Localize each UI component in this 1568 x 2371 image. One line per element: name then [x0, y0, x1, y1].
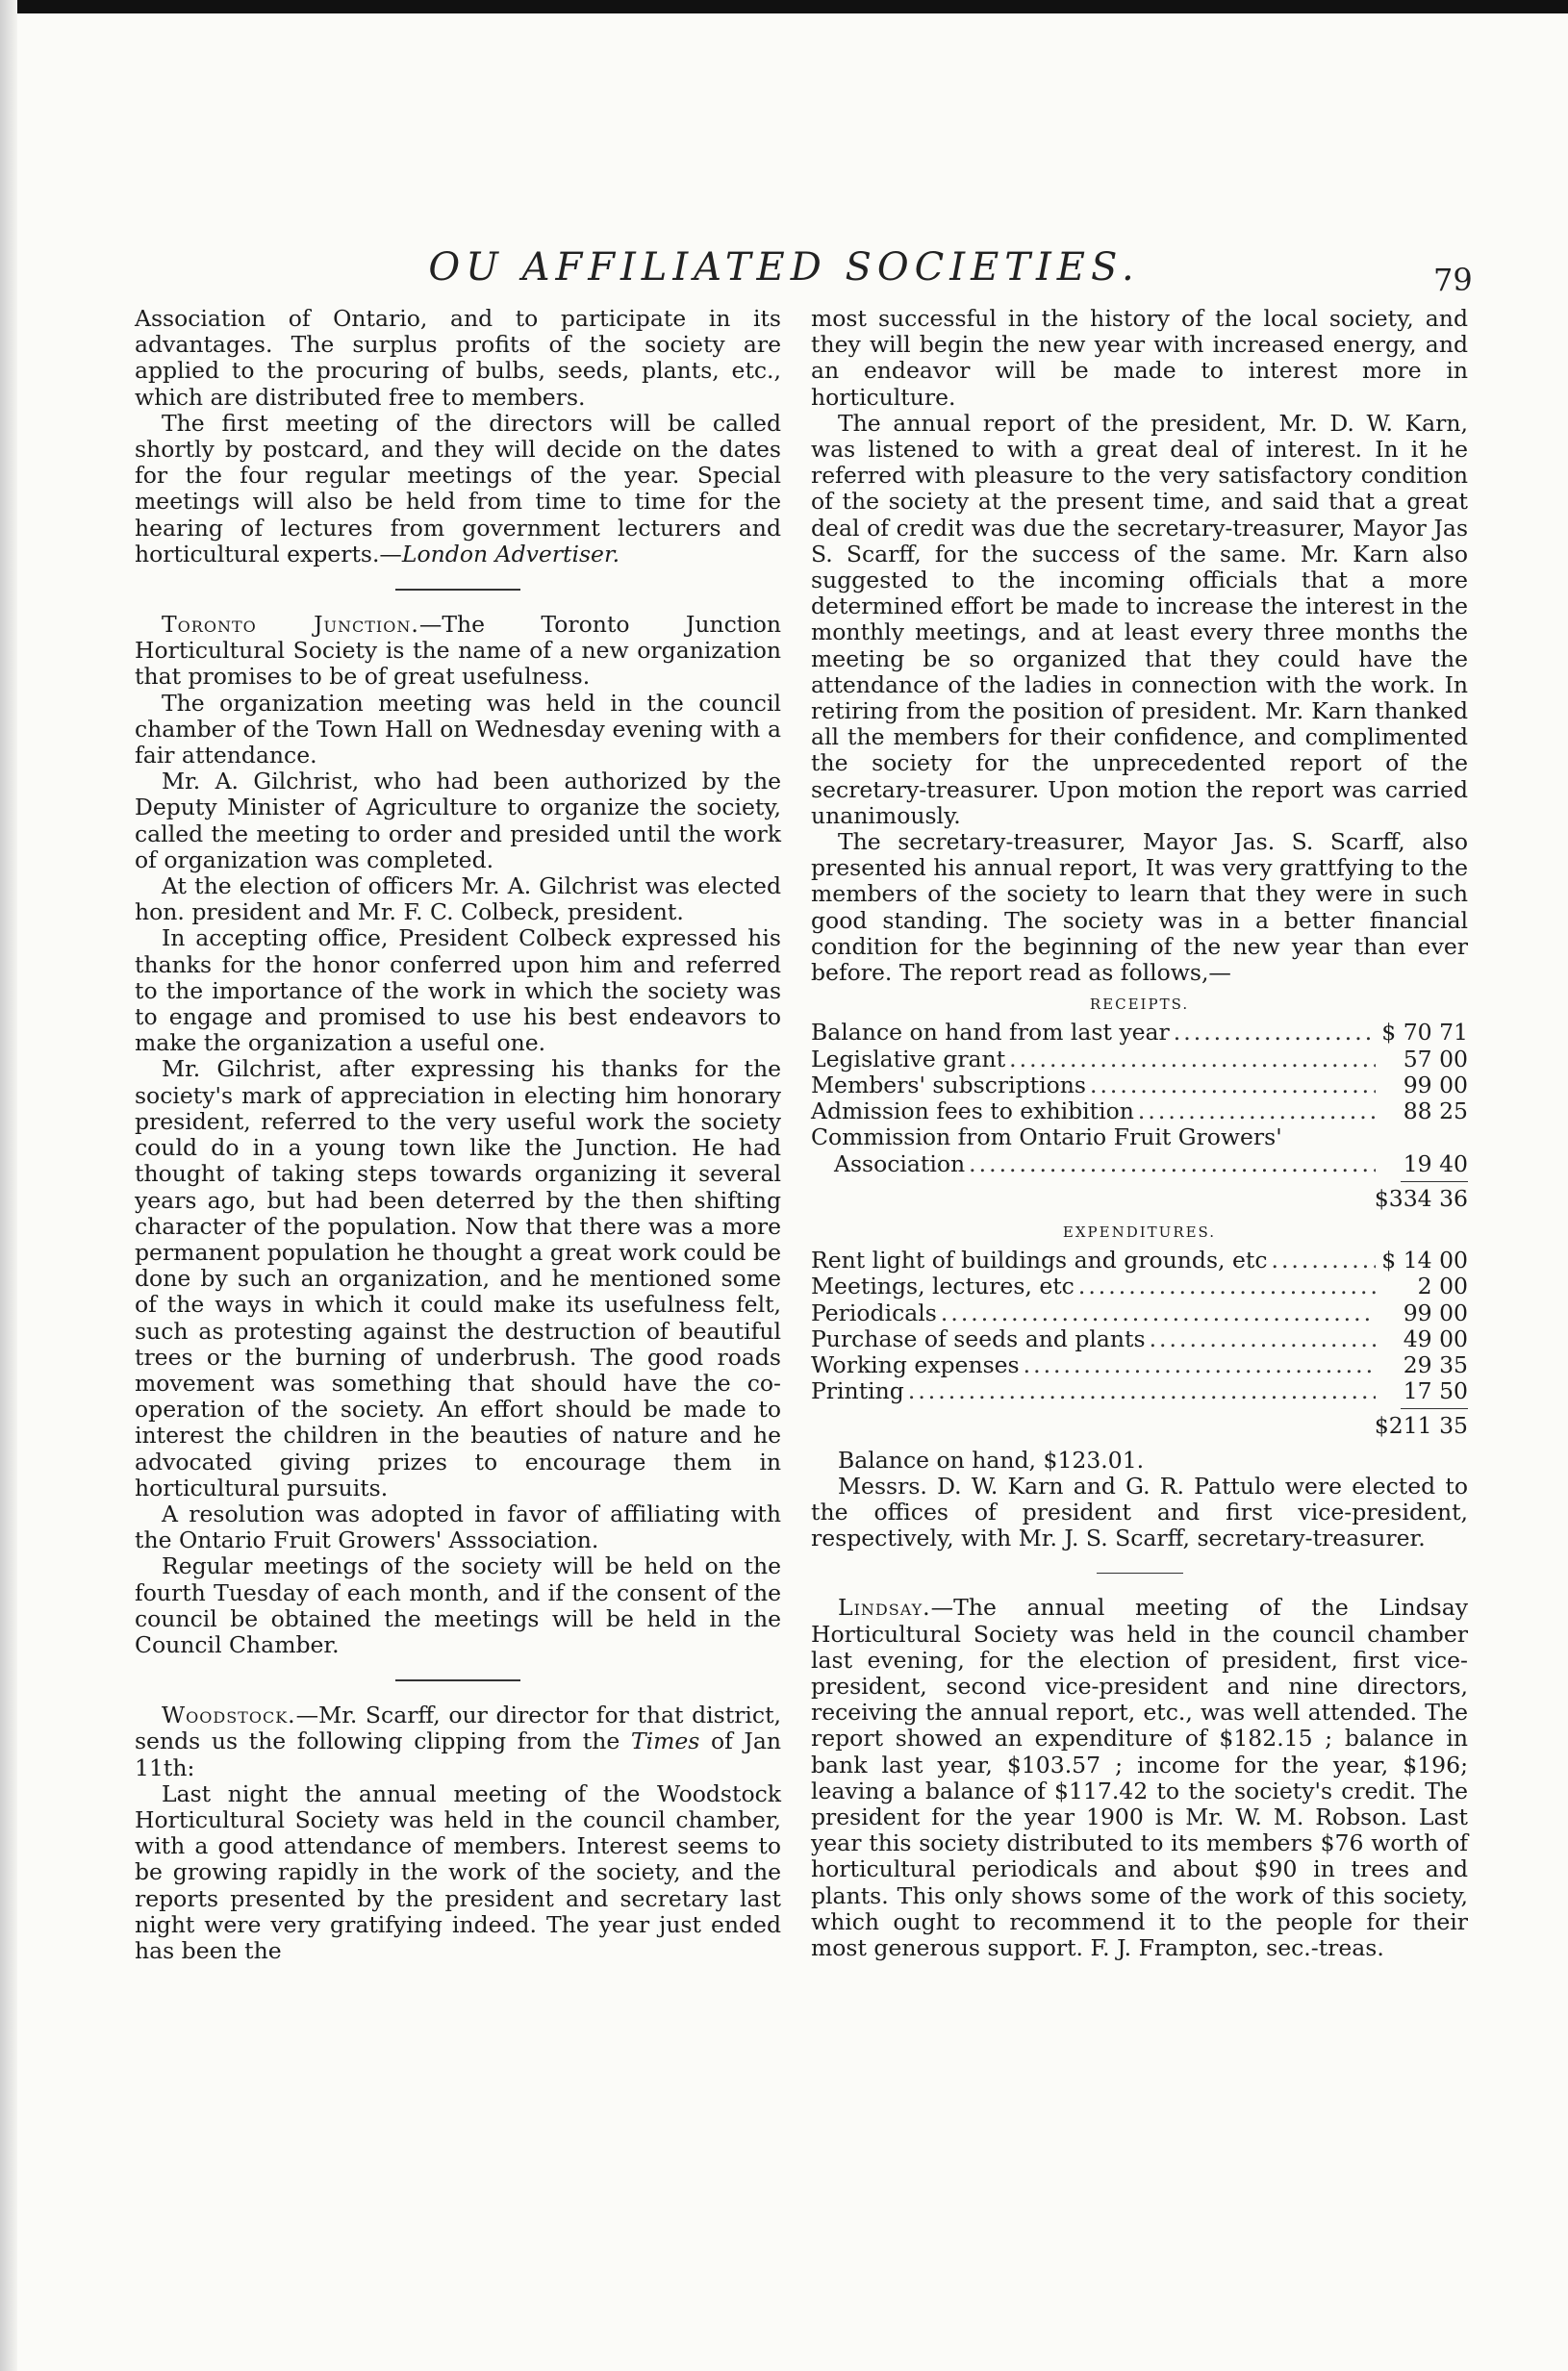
- row-label: Periodicals: [811, 1299, 937, 1326]
- leader-dots: [1009, 1047, 1376, 1072]
- paragraph: most successful in the history of the local society, and they will begin the new year with increased energy, and an endeavor will be made to interest more in horticulture.: [811, 305, 1468, 411]
- paragraph: In accepting office, President Colbeck expressed his thanks for the honor conferred upon him and referred to the importance of the work in which the society was to engage and promised to use his best endeavors to make the organization a useful one.: [135, 924, 781, 1057]
- leader-dots: [1078, 1274, 1376, 1299]
- paragraph-text: of Jan 11th:: [135, 1728, 781, 1781]
- row-amount: 99 00: [1403, 1071, 1468, 1098]
- total-rule: [1401, 1408, 1468, 1409]
- row-label: Rent light of buildings and grounds, etc: [811, 1247, 1268, 1274]
- table-row: [811, 1020, 1468, 1046]
- paragraph: The organization meeting was held in the council chamber of the Town Hall on Wednesday evening with a fair attendance.: [135, 689, 781, 769]
- leader-dots: [1174, 1020, 1376, 1046]
- row-amount: $ 70 71: [1381, 1019, 1468, 1047]
- paragraph: Last night the annual meeting of the Woodstock Horticultural Society was held in the council chamber, with a good attendance of members. Interest seems to be growing rapidly in the work of the society, and the reports presented by the president and secretary last night were very gratifying indeed. The year just ended has been the: [135, 1779, 781, 1964]
- expenditures-heading: EXPENDITURES.: [1062, 1223, 1217, 1241]
- section-heading-lindsay: Lindsay.: [838, 1594, 931, 1622]
- row-label: Printing: [811, 1377, 904, 1405]
- table-row: [811, 1047, 1468, 1072]
- paragraph: Mr. Gilchrist, after expressing his thanks for the society's mark of appreciation in electing him honorary president, referred to the very useful work the society could do in a young town like the Junction. He had thought of taking steps towards organizing it several years ago, but had been deterred by the then shifting character of the population. Now that there was a more permanent population he thought a great work could be done by such an organization, and he mentioned some of the ways in which it could make its usefulness felt, such as protesting against the destruction of beautiful trees or the burning of underbrush. The good roads movement was something that should have the co-operation of the society. An effort should be made to interest the children in the beauties of nature and he advocated giving prizes to encourage them in horticultural pursuits.: [135, 1055, 781, 1501]
- paragraph: The annual report of the president, Mr. D. W. Karn, was listened to with a great deal of interest. In it he referred with pleasure to the very satisfactory condition of the society at the present time, and said that a great deal of credit was due the secretary-treasurer, Mayor Jas S. Scarff, for the success of the same. Mr. Karn also suggested to the incoming officials that a more determined effort be made to increase the interest in the monthly meetings, and at least every three months the meeting be so organized that they could have the attendance of the ladies in connection with the work. In retiring from the position of president. Mr. Karn thanked all the members for their confidence, and complimented the society for the unprecedented report of the secretary-treasurer. Upon motion the report was carried unanimously.: [811, 409, 1468, 829]
- source-citation: London Advertiser.: [401, 540, 620, 568]
- paragraph: Regular meetings of the society will be held on the fourth Tuesday of each month, and if the consent of the council be obtained the meetings will be held in the Council Chamber.: [135, 1552, 781, 1658]
- table-row: [811, 1300, 1468, 1326]
- row-label: Members' subscriptions: [811, 1071, 1086, 1098]
- paragraph: [811, 1595, 1468, 1961]
- section-divider: [395, 1679, 520, 1681]
- row-label: Association: [834, 1149, 966, 1177]
- page-number: 79: [1433, 262, 1473, 298]
- expenditures-table: [811, 1248, 1468, 1404]
- receipts-table: [811, 1020, 1468, 1176]
- row-label: Admission fees to exhibition: [811, 1097, 1134, 1125]
- paragraph: Mr. A. Gilchrist, who had been authorized by the Deputy Minister of Agriculture to organize the society, called the meeting to order and presided until the work of organization was completed.: [135, 768, 781, 873]
- row-label: Balance on hand from last year: [811, 1019, 1170, 1047]
- paragraph: A resolution was adopted in favor of affiliating with the Ontario Fruit Growers' Asssociation.: [135, 1500, 781, 1554]
- table-row: [811, 1378, 1468, 1404]
- table-row: [811, 1098, 1468, 1124]
- table-row: [811, 1151, 1468, 1177]
- row-label: Legislative grant: [811, 1045, 1006, 1072]
- paragraph: [135, 411, 781, 568]
- table-row: [811, 1072, 1468, 1098]
- leader-dots: [969, 1151, 1376, 1177]
- paragraph-text: —The annual meeting of the Lindsay Horticultural Society was held in the council chamber last evening, for the election of president, first vice-president, second vice-president and nine directors, receiving the annual report, etc., was well attended. The report showed an expenditure of $182.15 ; balance in bank last year, $103.57 ; income for the year, $196; leaving a balance of $117.42 to the society's credit. The president for the year 1900 is Mr. W. M. Robson. Last year this society distributed to its members $76 worth of horticultural periodicals and about $90 in trees and plants. This only shows some of the work of this society, which ought to recommend it to the people for their most generous support. F. J. Frampton, sec.-treas.: [811, 1594, 1468, 1961]
- row-amount: 2 00: [1417, 1273, 1468, 1300]
- table-row: [811, 1248, 1468, 1274]
- row-amount: 88 25: [1403, 1097, 1468, 1125]
- section-heading-woodstock: Woodstock.: [162, 1702, 296, 1729]
- leader-dots: [1138, 1098, 1376, 1124]
- paragraph: At the election of officers Mr. A. Gilchrist was elected hon. president and Mr. F. C. Colbeck, president.: [135, 872, 781, 926]
- paragraph: The secretary-treasurer, Mayor Jas. S. Scarff, also presented his annual report, It was very grattfying to the members of the society to learn that they were in such good standing. The society was in a better financial condition for the beginning of the new year than ever before. The report read as follows,—: [811, 828, 1468, 987]
- table-row: [811, 1326, 1468, 1352]
- receipts-heading: RECEIPTS.: [1089, 996, 1190, 1014]
- page-top-edge: [0, 0, 1568, 13]
- total-rule: [1401, 1181, 1468, 1182]
- paragraph: [135, 1703, 781, 1781]
- row-amount: $ 14 00: [1381, 1247, 1468, 1274]
- running-title: OU AFFILIATED SOCIETIES.: [428, 245, 1140, 290]
- leader-dots: [941, 1300, 1376, 1326]
- row-label: Working expenses: [811, 1350, 1020, 1378]
- paragraph-text: —Mr. Scarff, our director for that district, sends us the following clipping from the: [135, 1702, 781, 1755]
- paragraph-text: —The Toronto Junction Horticultural Society is the name of a new organization that promises to be of great usefulness.: [135, 611, 781, 691]
- section-heading-toronto: Toronto Junction.: [162, 611, 419, 639]
- receipts-total: $334 36: [1374, 1184, 1468, 1212]
- section-divider: [1097, 1573, 1183, 1574]
- row-label: Purchase of seeds and plants: [811, 1324, 1146, 1352]
- paragraph: Messrs. D. W. Karn and G. R. Pattulo were elected to the offices of president and first vice-president, respectively, with Mr. J. S. Scarff, secretary-treasurer.: [811, 1472, 1468, 1552]
- leader-dots: [1024, 1352, 1376, 1378]
- leader-dots: [908, 1378, 1376, 1404]
- newspaper-title: Times: [630, 1728, 700, 1755]
- row-amount: 49 00: [1403, 1324, 1468, 1352]
- section-divider: [395, 589, 520, 591]
- table-row: [811, 1124, 1468, 1150]
- row-amount: 57 00: [1403, 1045, 1468, 1072]
- leader-dots: [1090, 1072, 1376, 1098]
- row-label: Meetings, lectures, etc: [811, 1273, 1075, 1300]
- row-amount: 19 40: [1403, 1149, 1468, 1177]
- table-row: [811, 1274, 1468, 1299]
- left-column: [135, 306, 781, 1964]
- row-amount: 29 35: [1403, 1350, 1468, 1378]
- row-label: Commission from Ontario Fruit Growers': [811, 1123, 1282, 1151]
- leader-dots: [1271, 1248, 1376, 1274]
- page-left-shadow: [0, 0, 17, 2371]
- expenditures-total: $211 35: [1374, 1412, 1468, 1440]
- row-amount: 99 00: [1403, 1299, 1468, 1326]
- leader-dots: [1150, 1326, 1376, 1352]
- paragraph: Association of Ontario, and to participate in its advantages. The surplus profits of the society are applied to the procuring of bulbs, seeds, plants, etc., which are distributed free to members.: [135, 305, 781, 411]
- paragraph: [135, 612, 781, 691]
- balance-line: Balance on hand, $123.01.: [838, 1446, 1145, 1474]
- table-row: [811, 1352, 1468, 1378]
- paragraph-text: The first meeting of the directors will be called shortly by postcard, and they will decide on the dates for the four regular meetings of the year. Special meetings will also be held from time to time for the hearing of lectures from government lecturers and horticultural experts.—: [135, 409, 781, 568]
- row-amount: 17 50: [1403, 1377, 1468, 1405]
- right-column: [811, 306, 1468, 1961]
